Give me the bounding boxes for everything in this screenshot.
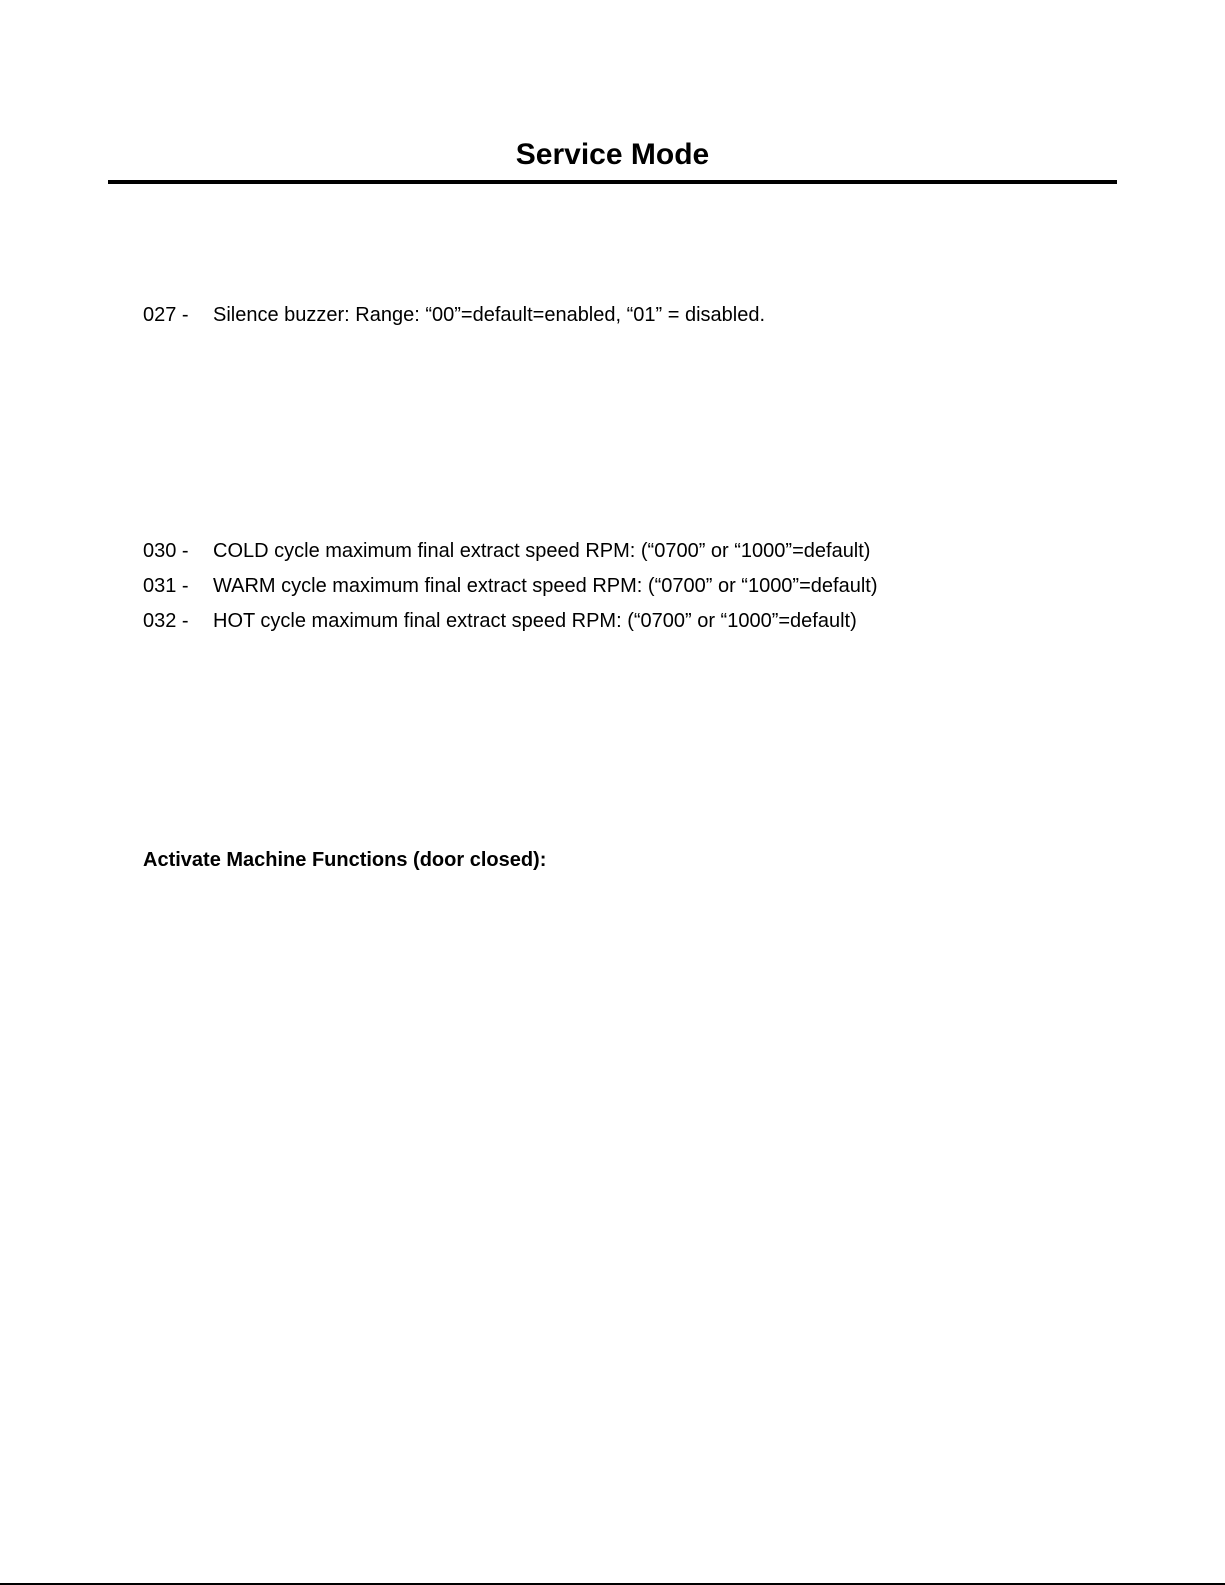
- section-heading-activate: Activate Machine Functions (door closed):: [143, 849, 547, 871]
- entry-description: WARM cycle maximum final extract speed RPM: (“0700” or “1000”=default): [213, 575, 878, 597]
- service-entry-027: [143, 301, 765, 329]
- entry-description: Silence buzzer: Range: “00”=default=enabled, “01” = disabled.: [213, 304, 766, 326]
- entry-code: 032 -: [143, 610, 189, 632]
- service-entry-030: [143, 537, 870, 565]
- entry-code: 027 -: [143, 304, 189, 326]
- page-title: Service Mode: [515, 138, 710, 171]
- entry-description: HOT cycle maximum final extract speed RPM: (“0700” or “1000”=default): [213, 610, 857, 632]
- entry-code: 030 -: [143, 540, 189, 562]
- service-entry-031: [143, 572, 877, 600]
- entry-code: 031 -: [143, 575, 189, 597]
- title-divider: [108, 180, 1117, 184]
- entry-description: COLD cycle maximum final extract speed RPM: (“0700” or “1000”=default): [213, 540, 871, 562]
- service-entry-032: [143, 607, 857, 635]
